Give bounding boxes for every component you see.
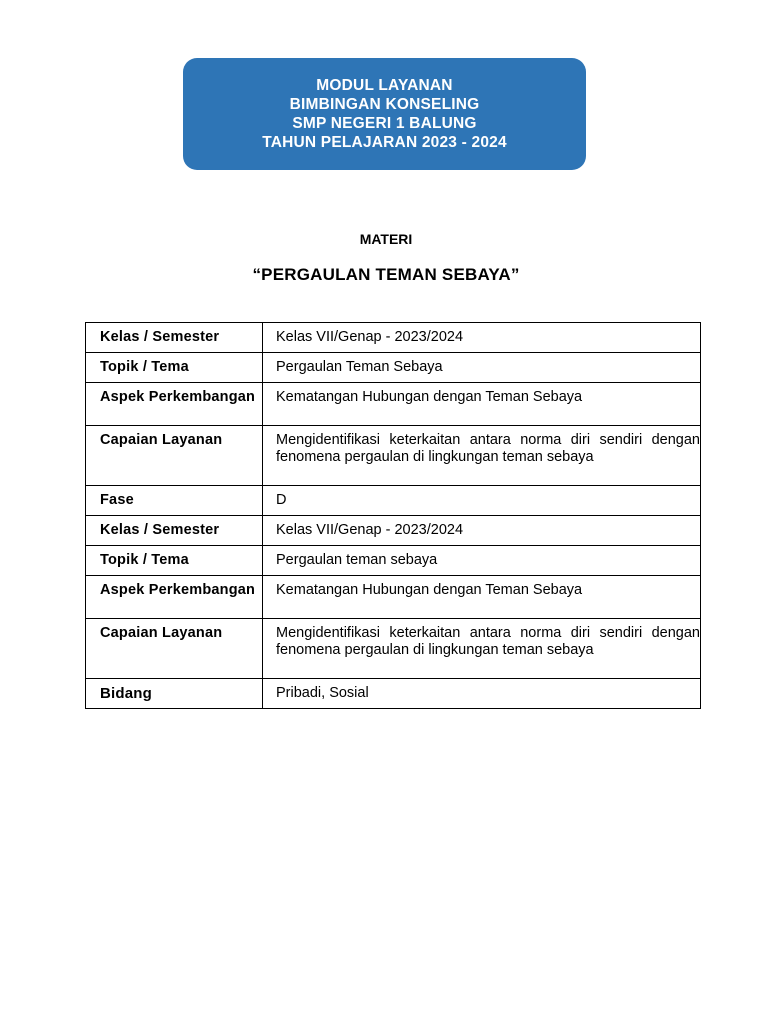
materi-label: MATERI: [359, 231, 413, 247]
table-row: [86, 576, 701, 619]
row-value: Kematangan Hubungan dengan Teman Sebaya: [263, 576, 701, 619]
row-key: Kelas / Semester: [86, 323, 263, 353]
table-row: [86, 323, 701, 353]
table-row: [86, 619, 701, 679]
row-key: Capaian Layanan: [86, 426, 263, 486]
row-key: Aspek Perkembangan: [86, 383, 263, 426]
row-value: Pribadi, Sosial: [263, 679, 701, 709]
header-line-program: BIMBINGAN KONSELING: [289, 96, 480, 113]
header-line-module: MODUL LAYANAN: [316, 77, 453, 94]
row-value: Kematangan Hubungan dengan Teman Sebaya: [263, 383, 701, 426]
header-line-school: SMP NEGERI 1 BALUNG: [292, 115, 477, 132]
header-line-academic-year: TAHUN PELAJARAN 2023 - 2024: [262, 134, 507, 151]
row-value: Kelas VII/Genap - 2023/2024: [263, 516, 701, 546]
row-value: Kelas VII/Genap - 2023/2024: [263, 323, 701, 353]
row-value: Mengidentifikasi keterkaitan antara norma diri sendiri dengan fenomena pergaulan di lingkungan teman sebaya: [263, 619, 701, 679]
row-value: D: [263, 486, 701, 516]
row-key: Capaian Layanan: [86, 619, 263, 679]
table-row: [86, 516, 701, 546]
row-value: Mengidentifikasi keterkaitan antara norma diri sendiri dengan fenomena pergaulan di lingkungan teman sebaya: [263, 426, 701, 486]
row-key: Aspek Perkembangan: [86, 576, 263, 619]
row-key: Topik / Tema: [86, 546, 263, 576]
module-info-table: [85, 322, 701, 709]
table-row: [86, 426, 701, 486]
table-row: [86, 679, 701, 709]
row-key: Topik / Tema: [86, 353, 263, 383]
table-row: [86, 486, 701, 516]
row-key: Bidang: [86, 679, 263, 709]
row-value: Pergaulan Teman Sebaya: [263, 353, 701, 383]
table-row: [86, 383, 701, 426]
materi-title: “PERGAULAN TEMAN SEBAYA”: [252, 265, 520, 284]
module-header-box: [183, 58, 586, 170]
row-value: Pergaulan teman sebaya: [263, 546, 701, 576]
table-row: [86, 353, 701, 383]
row-key: Kelas / Semester: [86, 516, 263, 546]
row-key: Fase: [86, 486, 263, 516]
table-row: [86, 546, 701, 576]
